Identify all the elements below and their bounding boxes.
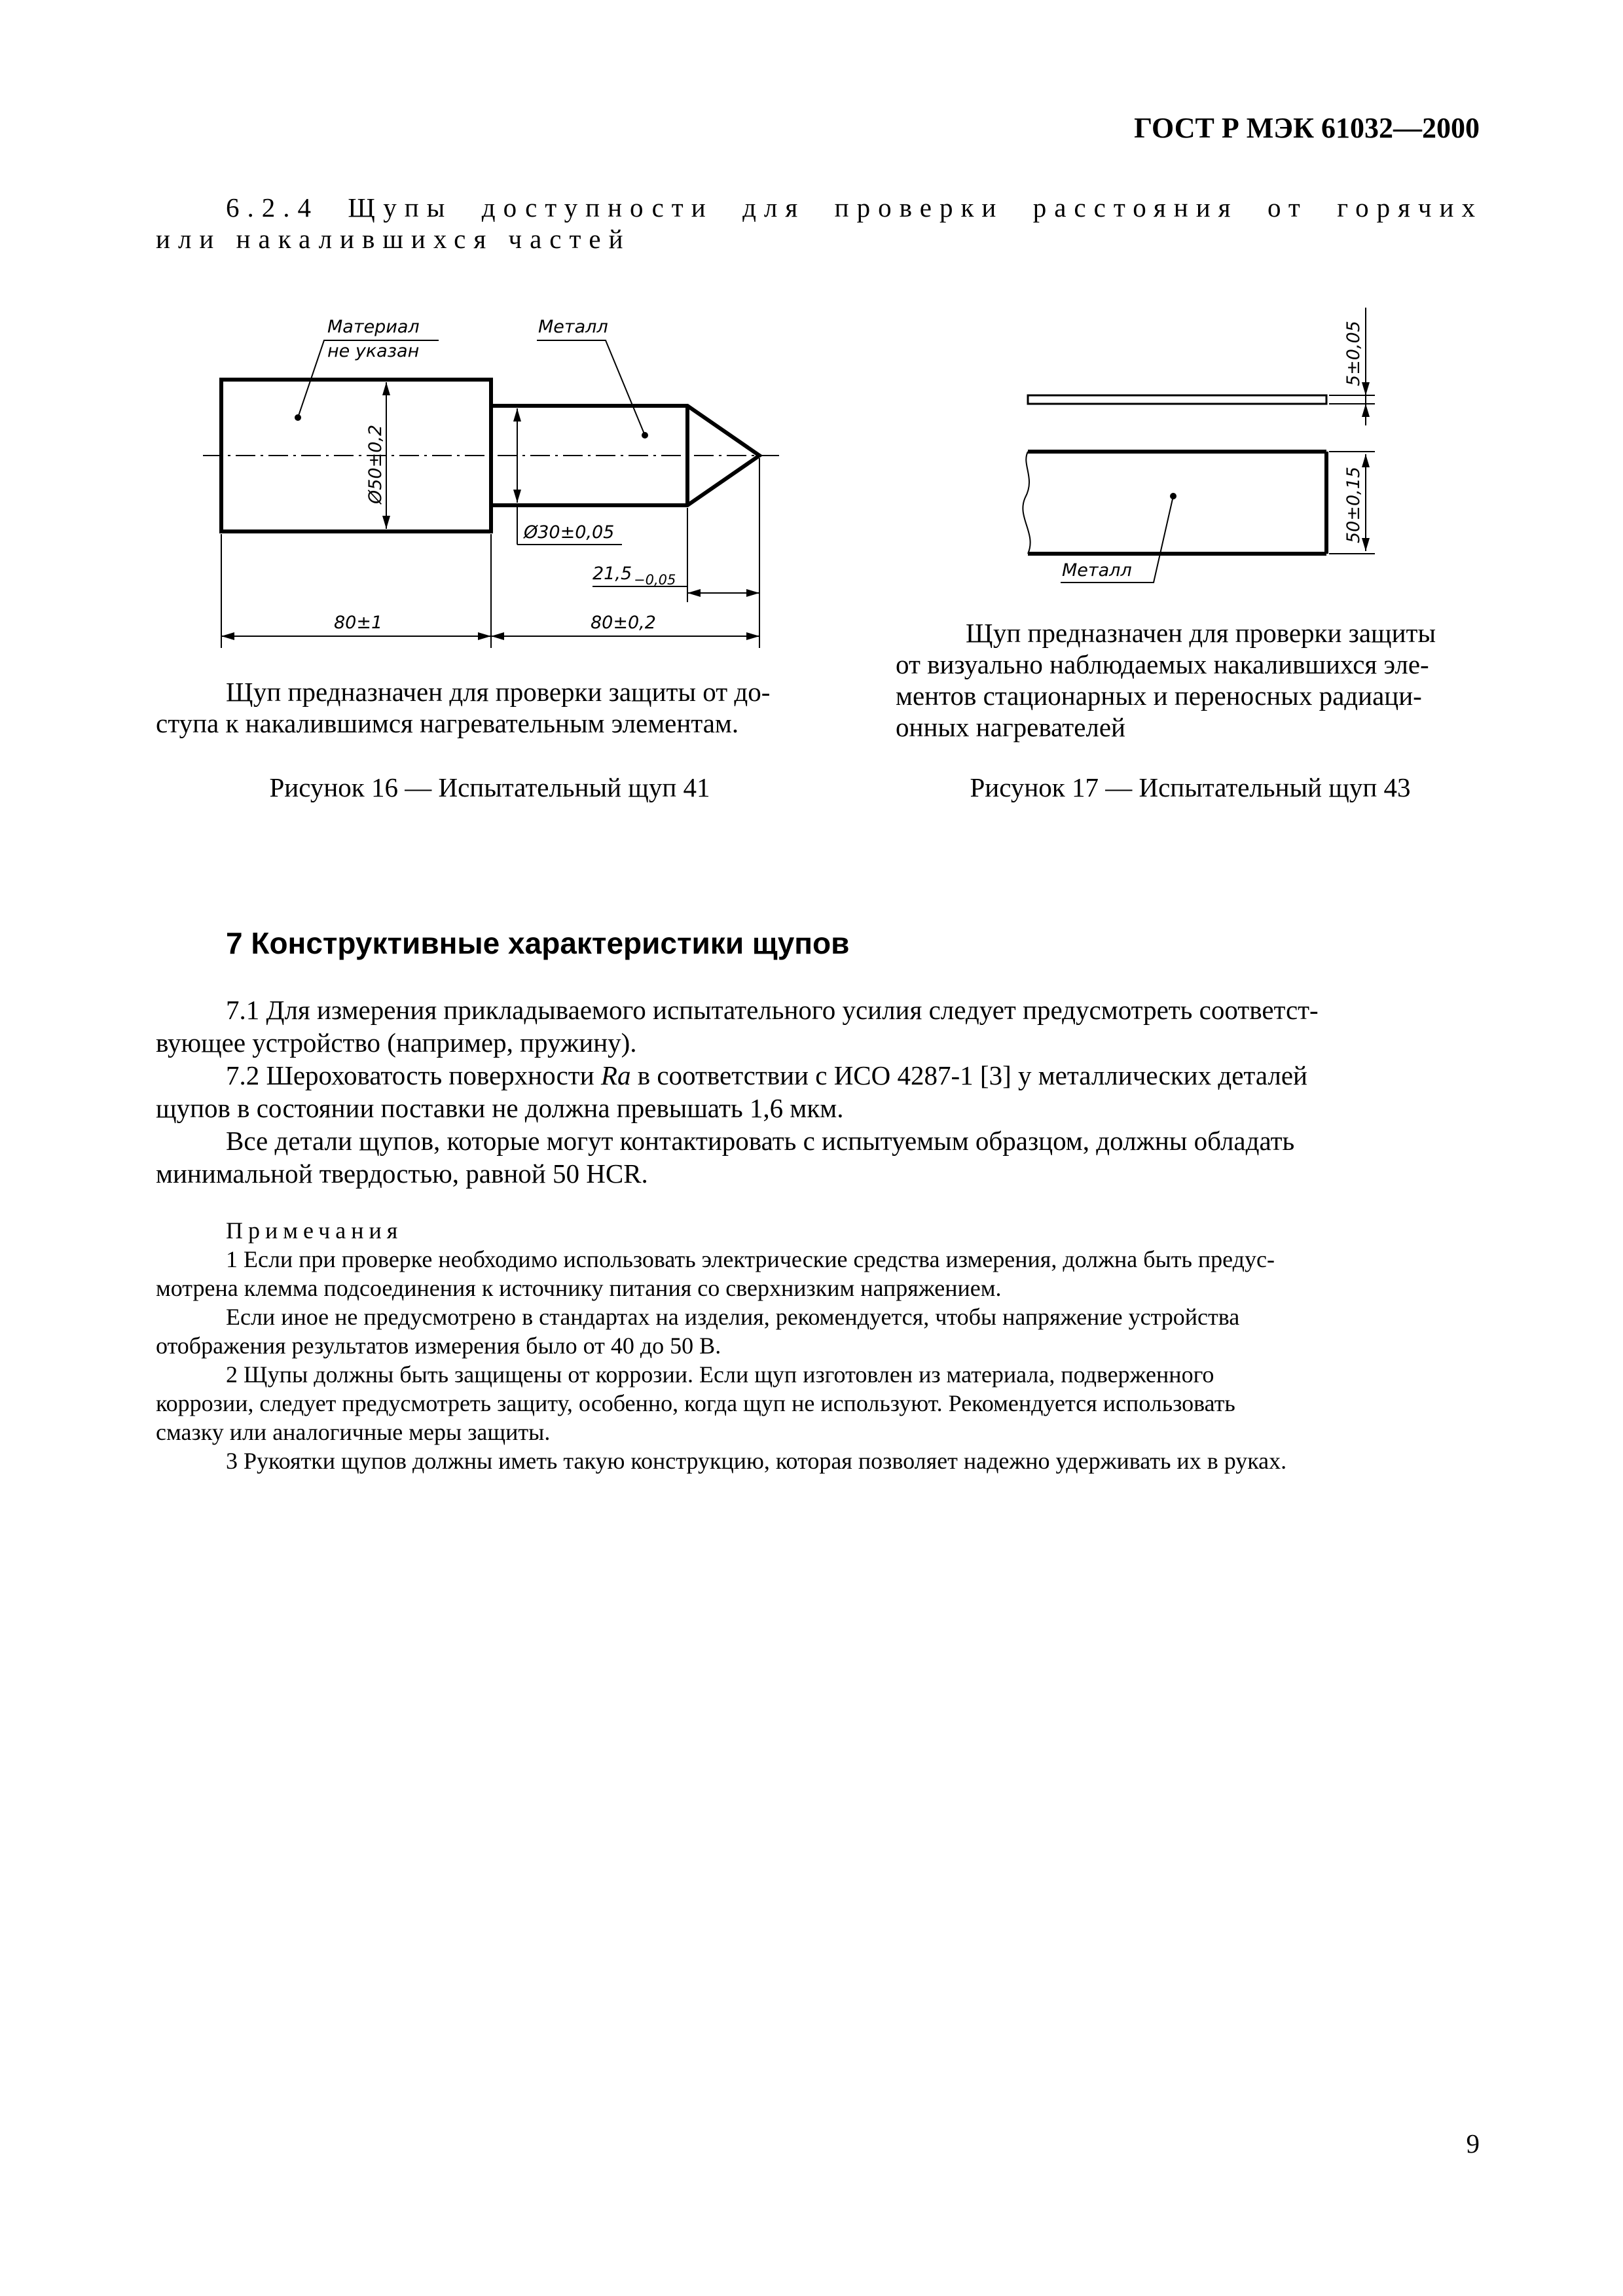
note-1-line1: 1 Если при проверке необходимо использовать электрические средства измерения, должна быть предус- bbox=[226, 1246, 1275, 1272]
figure-17-description-line3: ментов стационарных и переносных радиаци- bbox=[896, 681, 1422, 711]
note-1b-line2: отображения результатов измерения было от 40 до 50 В. bbox=[156, 1333, 721, 1359]
probe-strip bbox=[1028, 395, 1326, 404]
break-line bbox=[1023, 452, 1030, 554]
note-1-line2: мотрена клемма подсоединения к источнику питания со сверхнизким напряжением. bbox=[156, 1275, 1002, 1301]
figure-17-description-line1: Щуп предназначен для проверки защиты bbox=[966, 618, 1436, 648]
section-7-3-line2: минимальной твердостью, равной 50 HCR. bbox=[156, 1158, 648, 1189]
note-3: 3 Рукоятки щупов должны иметь такую конструкцию, которая позволяет надежно удерживать их в руках. bbox=[226, 1448, 1287, 1474]
label-material: Материал bbox=[327, 317, 420, 337]
figure-17-description-line2: от визуально наблюдаемых накалившихся эле- bbox=[896, 649, 1429, 679]
page-number: 9 bbox=[1466, 2128, 1480, 2159]
label-dia50: Ø50±0,2 bbox=[365, 424, 386, 504]
note-2-line3: смазку или аналогичные меры защиты. bbox=[156, 1419, 551, 1445]
label-dia30: Ø30±0,05 bbox=[524, 522, 615, 543]
label-not-specified: не указан bbox=[327, 341, 420, 361]
section-7-2-line2: щупов в состоянии поставки не должна превышать 1,6 мкм. bbox=[156, 1093, 844, 1123]
label-len80a: 80±1 bbox=[334, 613, 383, 633]
label-len80b: 80±0,2 bbox=[591, 613, 656, 633]
label-dim5: 5±0,05 bbox=[1343, 321, 1364, 386]
note-2-line1: 2 Щупы должны быть защищены от коррозии. Если щуп изготовлен из материала, подверженного bbox=[226, 1361, 1214, 1388]
label-metal-fig16: Металл bbox=[538, 317, 608, 337]
section-7-2-line1: 7.2 Шероховатость поверхности Ra в соответствии с ИСО 4287-1 [3] у металлических деталей bbox=[226, 1060, 1307, 1090]
label-len21: 21,5 bbox=[593, 564, 632, 584]
section-7-1-line2: вующее устройство (например, пружину). bbox=[156, 1028, 637, 1058]
label-metal-fig17: Металл bbox=[1062, 560, 1132, 581]
notes-title: Примечания bbox=[226, 1217, 403, 1244]
figure-17-caption: Рисунок 17 — Испытательный щуп 43 bbox=[970, 772, 1411, 802]
figure-17-drawing bbox=[0, 0, 1623, 720]
note-2-line2: коррозии, следует предусмотреть защиту, особенно, когда щуп не используют. Рекомендуется использовать bbox=[156, 1390, 1235, 1416]
section-6-2-4-line2: или накалившихся частей bbox=[156, 224, 631, 254]
figure-16-description-line2: ступа к накалившимся нагревательным элементам. bbox=[156, 708, 739, 738]
label-dim50: 50±0,15 bbox=[1343, 466, 1364, 543]
section-7-1-line1: 7.1 Для измерения прикладываемого испытательного усилия следует предусмотреть соответст- bbox=[226, 995, 1319, 1025]
note-1b-line1: Если иное не предусмотрено в стандартах на изделия, рекомендуется, чтобы напряжение устройства bbox=[226, 1304, 1240, 1330]
figure-17-description-line4: онных нагревателей bbox=[896, 712, 1126, 742]
section-7-3-line1: Все детали щупов, которые могут контактировать с испытуемым образцом, должны обладать bbox=[226, 1126, 1295, 1156]
figure-16-description-line1: Щуп предназначен для проверки защиты от до- bbox=[226, 677, 771, 707]
section-6-2-4-line1: 6.2.4 Щупы доступности для проверки расстояния от горячих bbox=[226, 192, 1483, 223]
document-header: ГОСТ Р МЭК 61032—2000 bbox=[1134, 112, 1480, 144]
figure-16-caption: Рисунок 16 — Испытательный щуп 41 bbox=[269, 772, 710, 802]
section-7-title: 7 Конструктивные характеристики щупов bbox=[226, 926, 850, 960]
label-len21-tol: −0,05 bbox=[634, 572, 676, 588]
